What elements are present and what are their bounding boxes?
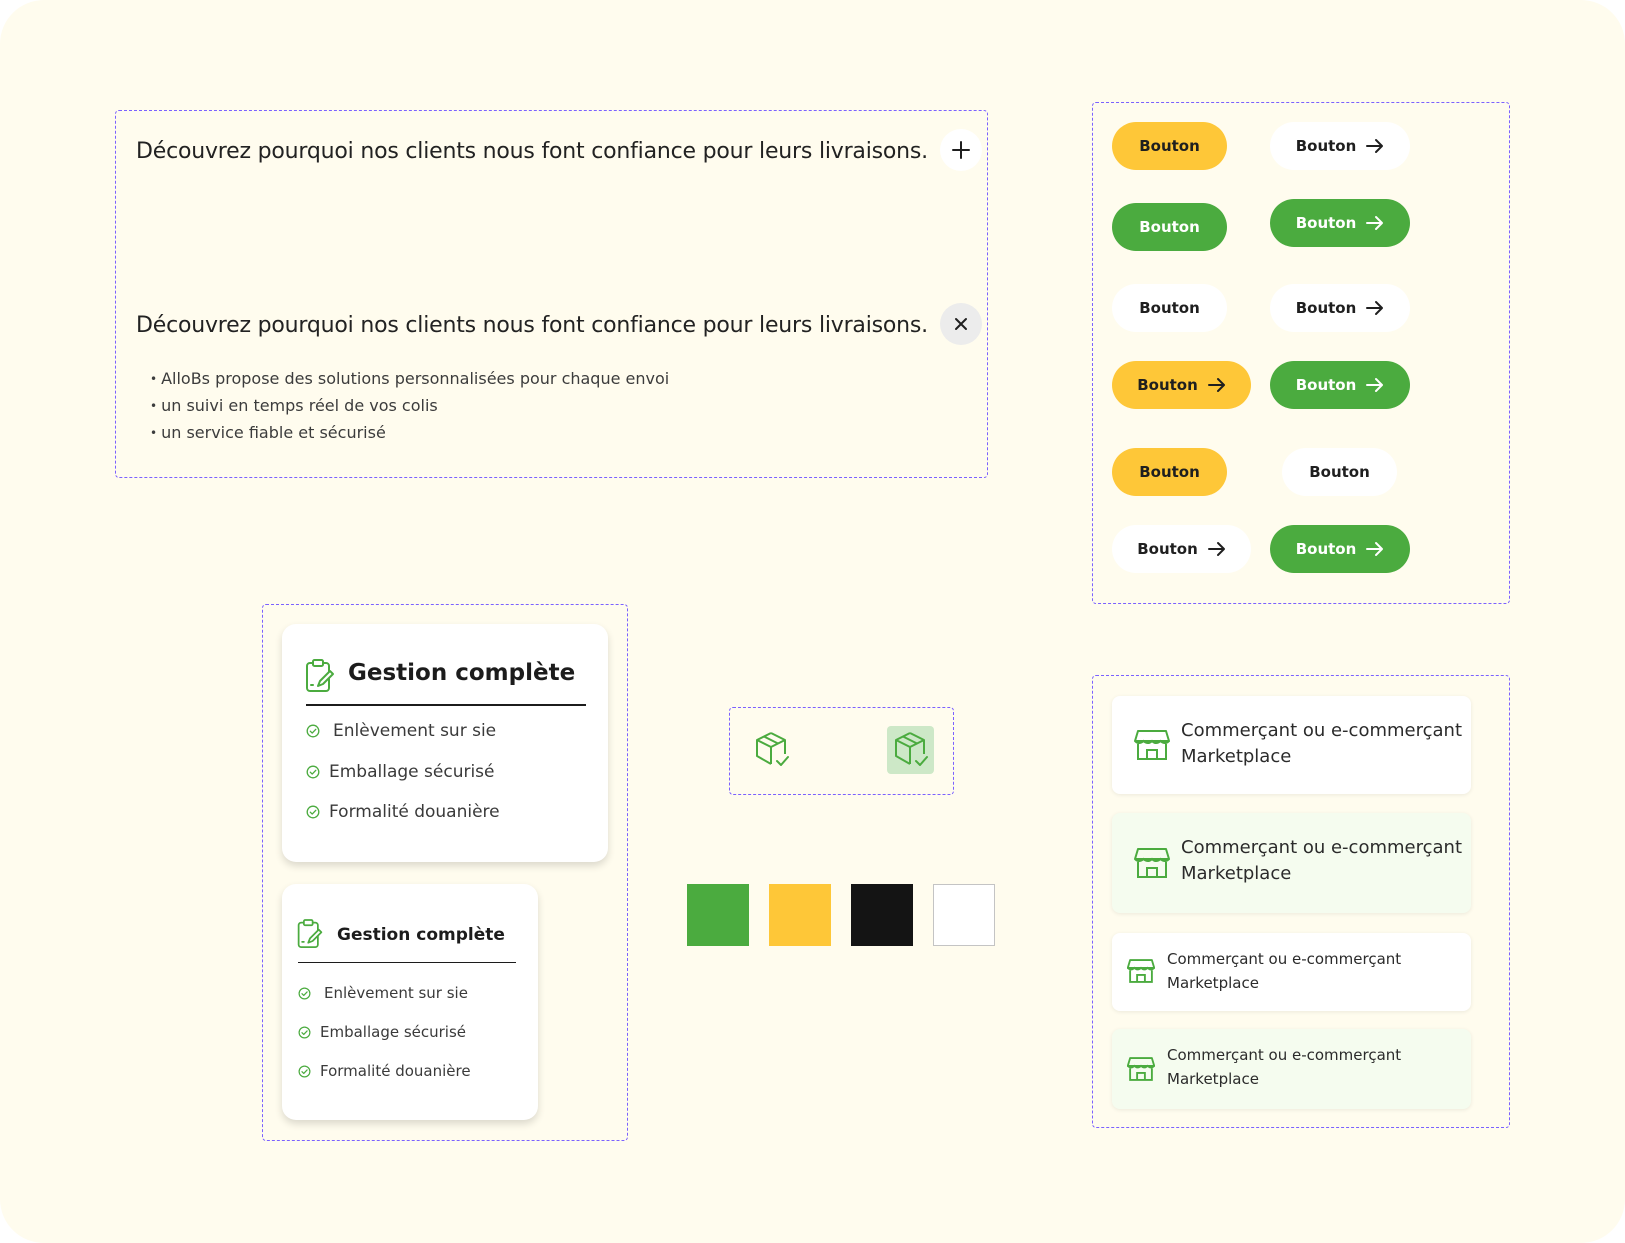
service-card-item	[298, 984, 468, 1002]
merchant-option-subtitle: Marketplace	[1167, 1070, 1259, 1088]
merchant-option[interactable]	[1112, 1029, 1471, 1109]
arrow-right-icon	[1366, 377, 1384, 393]
accordion-toggle-open[interactable]	[940, 129, 982, 171]
merchant-option-subtitle: Marketplace	[1167, 974, 1259, 992]
service-card-large[interactable]	[282, 624, 608, 862]
service-card-small[interactable]	[282, 884, 538, 1120]
merchant-option[interactable]	[1112, 933, 1471, 1011]
service-card-item-label: Emballage sécurisé	[320, 1023, 467, 1041]
service-card-divider	[306, 704, 586, 706]
accordion-answer-point: • un suivi en temps réel de vos colis	[150, 393, 669, 420]
service-card-item-label: Formalité douanière	[329, 802, 500, 822]
accordion-answer-point: • un service fiable et sécurisé	[150, 420, 669, 447]
button-label: Bouton	[1295, 214, 1357, 232]
button-white[interactable]	[1112, 284, 1227, 332]
arrow-right-icon	[1366, 300, 1384, 316]
service-card-item-label: Formalité douanière	[320, 1062, 471, 1080]
merchant-option-title: Commerçant ou e-commerçant	[1167, 950, 1402, 968]
check-circle-icon	[306, 805, 320, 819]
check-circle-icon	[306, 724, 320, 738]
button-label: Bouton	[1139, 463, 1200, 481]
service-card-item-label: Enlèvement sur sie	[333, 721, 497, 741]
button-label: Bouton	[1309, 463, 1370, 481]
button-label: Bouton	[1137, 376, 1198, 394]
arrow-button-white[interactable]	[1270, 284, 1410, 332]
plus-icon	[951, 140, 971, 160]
service-card-item	[298, 1062, 471, 1080]
store-icon	[1134, 727, 1170, 763]
merchant-option-title: Commerçant ou e-commerçant	[1181, 720, 1463, 741]
service-card-item	[306, 802, 500, 822]
service-card-divider	[298, 962, 516, 963]
store-icon	[1127, 1055, 1155, 1083]
service-card-title: Gestion complète	[337, 925, 505, 945]
accordion-frame	[115, 110, 988, 478]
check-circle-icon	[306, 765, 320, 779]
arrow-button-green[interactable]	[1270, 361, 1410, 409]
arrow-right-icon	[1208, 377, 1226, 393]
merchant-option-title: Commerçant ou e-commerçant	[1167, 1046, 1402, 1064]
arrow-button-white[interactable]	[1112, 525, 1251, 573]
service-card-item	[298, 1023, 466, 1041]
button-label: Bouton	[1137, 540, 1198, 558]
swatch-green	[687, 884, 749, 946]
package-check-icon[interactable]	[892, 729, 932, 771]
check-circle-icon	[298, 1065, 311, 1078]
service-card-title: Gestion complète	[348, 660, 576, 686]
arrow-button-yellow[interactable]	[1112, 361, 1251, 409]
check-circle-icon	[298, 987, 311, 1000]
accordion-question-collapsed[interactable]: Découvrez pourquoi nos clients nous font confiance pour leurs livraisons.	[136, 139, 928, 164]
service-card-item	[306, 762, 495, 782]
button-label: Bouton	[1295, 137, 1357, 155]
swatch-white	[933, 884, 995, 946]
store-icon	[1134, 845, 1170, 881]
button-white[interactable]	[1282, 448, 1397, 496]
merchant-option[interactable]	[1112, 813, 1471, 913]
service-card-item-label: Enlèvement sur sie	[324, 984, 468, 1002]
package-check-icon[interactable]	[753, 729, 793, 771]
button-label: Bouton	[1295, 376, 1357, 394]
arrow-right-icon	[1366, 138, 1384, 154]
accordion-answer-point: • AlloBs propose des solutions personnalisées pour chaque envoi	[150, 366, 669, 393]
button-label: Bouton	[1139, 299, 1200, 317]
arrow-right-icon	[1208, 541, 1226, 557]
service-card-item	[306, 721, 496, 741]
merchant-option-title: Commerçant ou e-commerçant	[1181, 837, 1463, 858]
clipboard-edit-icon	[304, 658, 336, 694]
service-card-item-label: Emballage sécurisé	[329, 762, 495, 782]
merchant-option-subtitle: Marketplace	[1181, 863, 1292, 884]
accordion-toggle-close[interactable]	[940, 303, 982, 345]
accordion-answer-list	[150, 366, 669, 447]
clipboard-edit-icon	[296, 918, 324, 950]
button-label: Bouton	[1295, 299, 1357, 317]
button-label: Bouton	[1139, 137, 1200, 155]
arrow-button-white[interactable]	[1270, 122, 1410, 170]
merchant-option[interactable]	[1112, 696, 1471, 794]
arrow-button-green[interactable]	[1270, 199, 1410, 247]
merchant-option-subtitle: Marketplace	[1181, 746, 1292, 767]
arrow-button-green[interactable]	[1270, 525, 1410, 573]
arrow-right-icon	[1366, 541, 1384, 557]
check-circle-icon	[298, 1026, 311, 1039]
store-icon	[1127, 957, 1155, 985]
arrow-right-icon	[1366, 215, 1384, 231]
button-yellow[interactable]	[1112, 448, 1227, 496]
swatch-yellow	[769, 884, 831, 946]
close-icon	[953, 316, 969, 332]
button-green[interactable]	[1112, 203, 1227, 251]
button-label: Bouton	[1139, 218, 1200, 236]
swatch-black	[851, 884, 913, 946]
button-label: Bouton	[1295, 540, 1357, 558]
accordion-question-expanded[interactable]: Découvrez pourquoi nos clients nous font confiance pour leurs livraisons.	[136, 313, 928, 338]
button-yellow[interactable]	[1112, 122, 1227, 170]
